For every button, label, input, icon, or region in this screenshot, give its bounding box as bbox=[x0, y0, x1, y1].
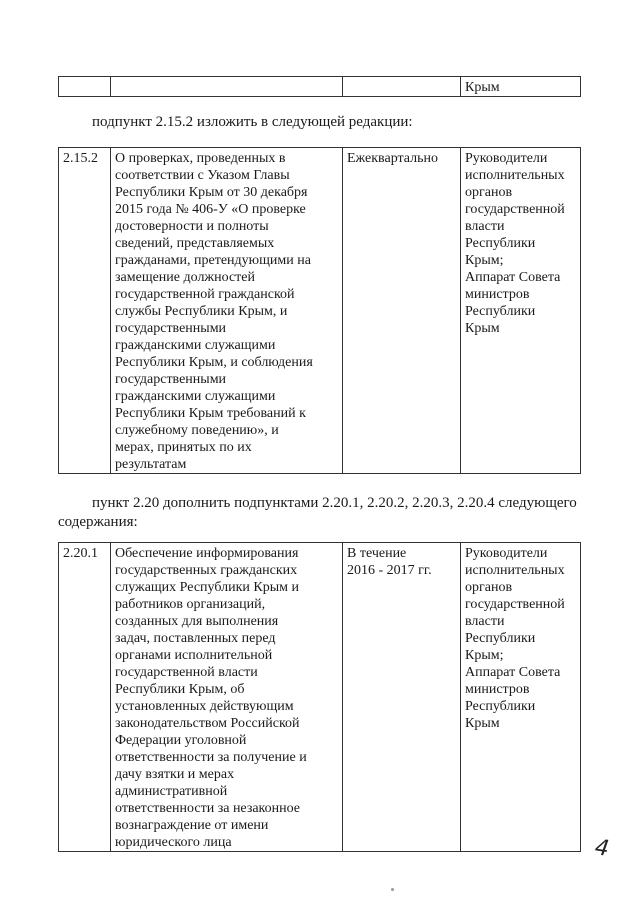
instruction-paragraph-1: подпункт 2.15.2 изложить в следующей редакции: bbox=[92, 114, 413, 130]
description-line: О проверках, проведенных в bbox=[115, 151, 286, 166]
description-line: установленных действующим bbox=[115, 699, 294, 714]
term-line: 2016 - 2017 гг. bbox=[347, 563, 432, 578]
table-row bbox=[59, 543, 581, 852]
description-line: государственной власти bbox=[115, 665, 258, 680]
table-row bbox=[59, 148, 581, 474]
description-line: созданных для выполнения bbox=[115, 614, 279, 629]
scan-speck bbox=[391, 888, 394, 891]
description-line: государственными bbox=[115, 321, 227, 336]
responsible-line: Крым bbox=[465, 321, 500, 336]
description-line: государственных гражданских bbox=[115, 563, 298, 578]
description-line: Республики Крым, об bbox=[115, 682, 245, 697]
description-line: замещение должностей bbox=[115, 270, 255, 285]
description-line: Республики Крым, и соблюдения bbox=[115, 355, 313, 370]
item-number: 2.20.1 bbox=[59, 543, 111, 852]
description-line: гражданскими служащими bbox=[115, 389, 276, 404]
description-line: административной bbox=[115, 784, 228, 799]
responsible-line: Крым; bbox=[465, 648, 504, 663]
responsible-line: органов bbox=[465, 185, 513, 200]
table-cell-description bbox=[111, 77, 343, 97]
table-cell-responsible: Крым bbox=[461, 77, 581, 97]
description-line: ответственности за незаконное bbox=[115, 801, 301, 816]
item-responsible bbox=[461, 148, 581, 474]
item-description bbox=[111, 543, 343, 852]
instruction-paragraph-2-continuation: содержания: bbox=[58, 514, 138, 530]
responsible-line: Республики bbox=[465, 631, 536, 646]
description-line: служащих Республики Крым и bbox=[115, 580, 300, 595]
description-line: органами исполнительной bbox=[115, 648, 273, 663]
item-responsible bbox=[461, 543, 581, 852]
description-line: гражданскими служащими bbox=[115, 338, 276, 353]
responsible-line: власти bbox=[465, 219, 505, 234]
measure-table-2-15-2 bbox=[58, 147, 581, 474]
item-term bbox=[343, 543, 461, 852]
page-number: 4 bbox=[593, 835, 611, 862]
responsible-line: Республики bbox=[465, 236, 536, 251]
measure-table-2-20-1 bbox=[58, 542, 581, 852]
description-line: законодательством Российской bbox=[115, 716, 300, 731]
responsible-line: Руководители bbox=[465, 546, 548, 561]
table-cell-number bbox=[59, 77, 111, 97]
description-line: службы Республики Крым, и bbox=[115, 304, 288, 319]
description-line: государственными bbox=[115, 372, 227, 387]
description-line: гражданами, претендующими на bbox=[115, 253, 311, 268]
description-line: Федерации уголовной bbox=[115, 733, 247, 748]
responsible-line: Руководители bbox=[465, 151, 548, 166]
responsible-line: министров bbox=[465, 682, 530, 697]
description-line: сведений, представляемых bbox=[115, 236, 275, 251]
description-line: юридического лица bbox=[115, 835, 232, 850]
description-line: мерах, принятых по их bbox=[115, 440, 252, 455]
responsible-line: Крым; bbox=[465, 253, 504, 268]
description-line: результатам bbox=[115, 457, 187, 472]
responsible-line: государственной bbox=[465, 202, 565, 217]
previous-table-continuation bbox=[58, 76, 581, 97]
responsible-line: Аппарат Совета bbox=[465, 270, 561, 285]
responsible-line: Крым bbox=[465, 716, 500, 731]
table-cell-term bbox=[343, 77, 461, 97]
description-line: Обеспечение информирования bbox=[115, 546, 299, 561]
responsible-line: государственной bbox=[465, 597, 565, 612]
instruction-paragraph-2: пункт 2.20 дополнить подпунктами 2.20.1, 2.20.2, 2.20.3, 2.20.4 следующего bbox=[92, 495, 577, 511]
description-line: соответствии с Указом Главы bbox=[115, 168, 290, 183]
description-line: 2015 года № 406-У «О проверке bbox=[115, 202, 306, 217]
description-line: государственной гражданской bbox=[115, 287, 295, 302]
description-line: работников организаций, bbox=[115, 597, 266, 612]
responsible-line: власти bbox=[465, 614, 505, 629]
responsible-line: Аппарат Совета bbox=[465, 665, 561, 680]
description-line: вознаграждение от имени bbox=[115, 818, 269, 833]
item-description bbox=[111, 148, 343, 474]
responsible-line: министров bbox=[465, 287, 530, 302]
description-line: задач, поставленных перед bbox=[115, 631, 276, 646]
responsible-line: органов bbox=[465, 580, 513, 595]
description-line: Республики Крым требований к bbox=[115, 406, 306, 421]
table-row bbox=[59, 77, 581, 97]
description-line: достоверности и полноты bbox=[115, 219, 269, 234]
responsible-line: исполнительных bbox=[465, 563, 565, 578]
description-line: служебному поведению», и bbox=[115, 423, 279, 438]
description-line: Республики Крым от 30 декабря bbox=[115, 185, 308, 200]
term-line: В течение bbox=[347, 546, 407, 561]
description-line: ответственности за получение и bbox=[115, 750, 307, 765]
item-term: Ежеквартально bbox=[343, 148, 461, 474]
description-line: дачу взятки и мерах bbox=[115, 767, 235, 782]
item-number: 2.15.2 bbox=[59, 148, 111, 474]
responsible-line: исполнительных bbox=[465, 168, 565, 183]
responsible-line: Республики bbox=[465, 304, 536, 319]
responsible-line: Республики bbox=[465, 699, 536, 714]
